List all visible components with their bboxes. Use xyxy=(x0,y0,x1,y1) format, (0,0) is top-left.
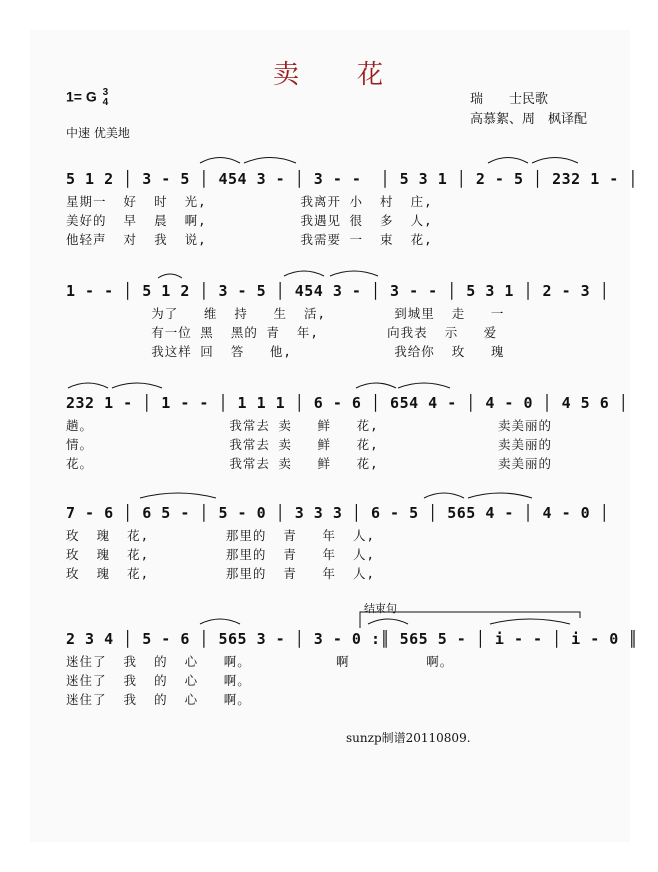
notes-line: 232 1 - │ 1 - - │ 1 1 1 │ 6 - 6 │ 654 4 - │ 4 - 0 │ 4 5 6 │ xyxy=(66,394,629,412)
lyric-verse-2: 美好的 早 晨 啊, 我遇见 很 多 人, xyxy=(66,213,433,228)
lyric-verse-3: 他轻声 对 我 说, 我需要 一 束 花, xyxy=(66,232,433,247)
lyric-verse-1: 玫 瑰 花, 那里的 青 年 人, xyxy=(66,528,376,543)
tempo-marking: 中速 优美地 xyxy=(66,126,130,140)
slur-mark xyxy=(488,158,528,164)
lyric-verse-3: 玫 瑰 花, 那里的 青 年 人, xyxy=(66,566,376,581)
key-text: 1= G xyxy=(66,88,97,105)
credit-origin: 瑞 士民歌 xyxy=(470,91,549,106)
lyric-verse-3: 迷住了 我 的 心 啊。 xyxy=(66,692,251,707)
slur-mark xyxy=(158,274,182,278)
lyric-verse-1: 星期一 好 时 光, 我离开 小 村 庄, xyxy=(66,194,433,209)
lyric-verse-2: 情。 我常去 卖 鲜 花, 卖美丽的 xyxy=(66,437,552,452)
credit-arrangers: 高慕絮、周 枫译配 xyxy=(470,111,588,126)
slur-mark xyxy=(356,383,396,388)
lyric-verse-2: 玫 瑰 花, 那里的 青 年 人, xyxy=(66,547,376,562)
notes-line: 5 1 2 │ 3 - 5 │ 454 3 - │ 3 - - │ 5 3 1 │ 2 - 5 │ 232 1 - │ xyxy=(66,170,638,188)
slur-mark xyxy=(140,493,216,498)
slur-mark xyxy=(112,383,162,388)
lyric-verse-3: 我这样 回 答 他, 我给你 玫 瑰 xyxy=(66,344,505,359)
slur-mark xyxy=(200,158,240,164)
lyric-verse-2: 迷住了 我 的 心 啊。 xyxy=(66,673,251,688)
slur-mark xyxy=(424,493,464,498)
lyric-verse-1: 为了 维 持 生 活, 到城里 走 一 xyxy=(66,306,505,321)
slur-mark xyxy=(490,619,570,624)
time-denominator: 4 xyxy=(102,97,109,108)
ending-marker: 结束句 xyxy=(364,602,397,615)
lyric-verse-1: 迷住了 我 的 心 啊。 啊 啊。 xyxy=(66,654,454,669)
slur-mark xyxy=(532,158,578,164)
signature-text: sunzp制谱20110809. xyxy=(346,731,471,745)
slur-mark xyxy=(398,383,450,388)
notes-line: 1 - - │ 5 1 2 │ 3 - 5 │ 454 3 - │ 3 - - │ 5 3 1 │ 2 - 3 │ xyxy=(66,282,610,300)
lyric-verse-2: 有一位 黑 黑的 青 年, 向我表 示 爱 xyxy=(66,325,498,340)
slur-mark xyxy=(200,619,240,624)
slur-mark xyxy=(468,493,532,498)
lyric-verse-1: 趟。 我常去 卖 鲜 花, 卖美丽的 xyxy=(66,418,552,433)
notes-line: 7 - 6 │ 6 5 - │ 5 - 0 │ 3 3 3 │ 6 - 5 │ 565 4 - │ 4 - 0 │ xyxy=(66,504,610,522)
slur-mark xyxy=(68,383,108,388)
slur-mark xyxy=(330,271,378,276)
notes-line: 2 3 4 │ 5 - 6 │ 565 3 - │ 3 - 0 :║ 565 5 - │ i - - │ i - 0 ║ xyxy=(66,630,638,648)
slur-mark xyxy=(368,619,408,624)
slur-mark xyxy=(284,271,324,276)
time-numerator: 3 xyxy=(102,87,109,98)
lyric-verse-3: 花。 我常去 卖 鲜 花, 卖美丽的 xyxy=(66,456,552,471)
song-title: 卖 花 xyxy=(272,60,385,90)
slur-mark xyxy=(244,158,296,164)
